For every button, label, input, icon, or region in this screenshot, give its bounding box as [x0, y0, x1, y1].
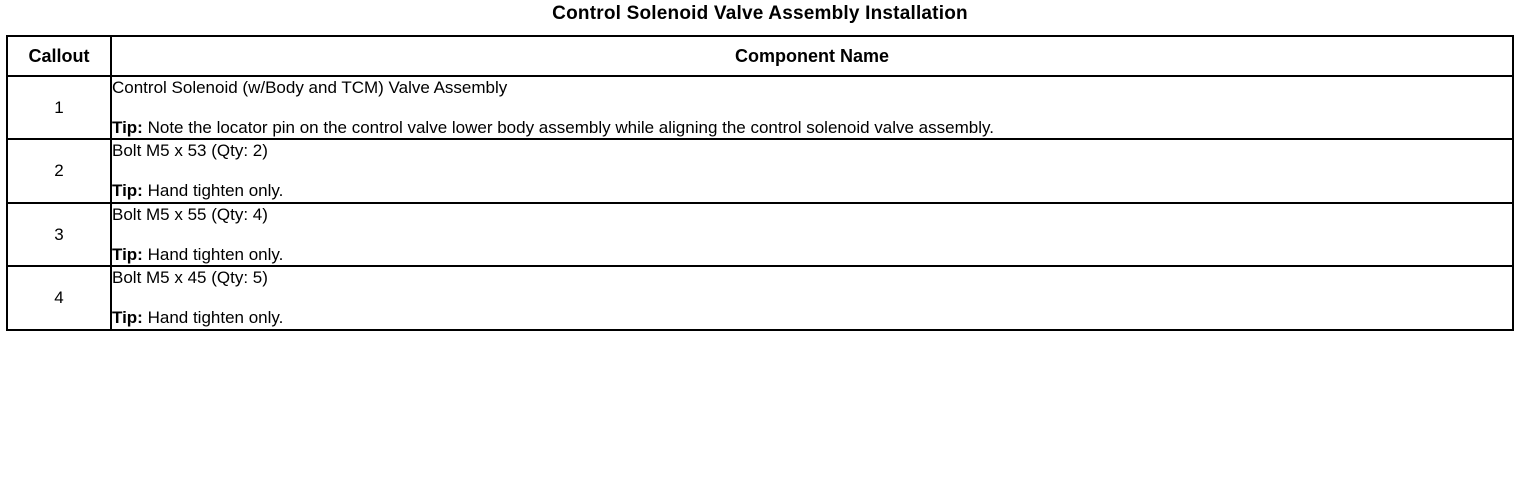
component-name-text: Bolt M5 x 55 (Qty: 4) [112, 204, 268, 224]
parts-table [6, 35, 1514, 331]
callout-number: 1 [7, 76, 111, 140]
table-row [7, 266, 1513, 330]
component-description [111, 139, 1513, 203]
component-tip [112, 117, 1512, 139]
column-header-callout: Callout [7, 36, 111, 76]
column-header-component-name: Component Name [111, 36, 1513, 76]
component-tip [112, 180, 1512, 202]
tip-text: Hand tighten only. [142, 244, 284, 264]
component-tip [112, 307, 1512, 329]
tip-text: Hand tighten only. [142, 181, 284, 201]
component-description [111, 76, 1513, 140]
page-title: Control Solenoid Valve Assembly Installation [552, 3, 968, 24]
tip-text: Hand tighten only. [142, 308, 284, 328]
callout-number: 3 [7, 203, 111, 267]
component-tip [112, 244, 1512, 266]
table-row [7, 139, 1513, 203]
table-body [7, 76, 1513, 330]
table-row [7, 76, 1513, 140]
component-description [111, 203, 1513, 267]
table-row [7, 203, 1513, 267]
table-header-row [7, 36, 1513, 76]
callout-number: 2 [7, 139, 111, 203]
component-name-text: Bolt M5 x 45 (Qty: 5) [112, 268, 268, 288]
table-header [7, 36, 1513, 76]
tip-label: Tip: [112, 244, 143, 264]
component-name-text: Control Solenoid (w/Body and TCM) Valve Assembly [112, 77, 508, 97]
tip-label: Tip: [112, 117, 143, 137]
tip-label: Tip: [112, 308, 143, 328]
component-description [111, 266, 1513, 330]
component-name-text: Bolt M5 x 53 (Qty: 2) [112, 141, 268, 161]
tip-text: Note the locator pin on the control valve lower body assembly while aligning the control solenoid valve assembly. [142, 117, 994, 137]
tip-label: Tip: [112, 181, 143, 201]
callout-number: 4 [7, 266, 111, 330]
